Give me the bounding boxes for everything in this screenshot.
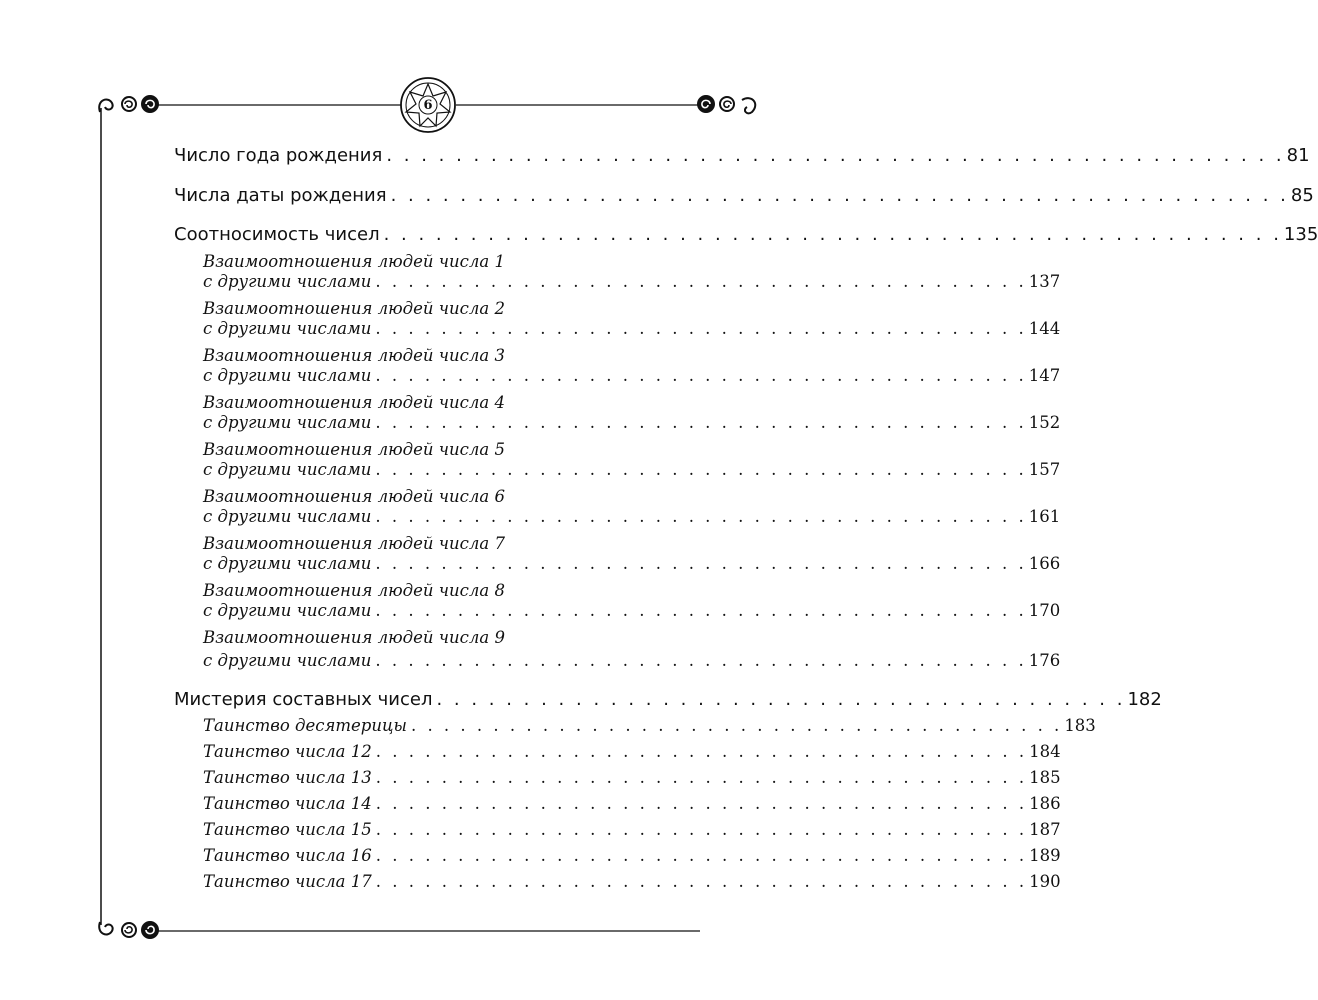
toc-entry-title: Мистерия составных чисел bbox=[174, 689, 433, 710]
scroll-ornament-top-left-icon bbox=[99, 96, 158, 112]
scroll-ornament-top-right-icon bbox=[698, 96, 755, 113]
toc-subentry-page: 183 bbox=[1064, 716, 1096, 735]
toc-subentry-title-cont: с другими числами bbox=[203, 601, 372, 620]
dot-leader: . . . . . . . . . . . . . . . . . . . . . . . . . . . . . . . . . . . . . . . . bbox=[375, 820, 1028, 839]
toc-entry-page: 85 bbox=[1290, 185, 1314, 206]
toc-subentry-title-cont: с другими числами bbox=[203, 319, 372, 338]
toc-subentry-title: Взаимоотношения людей числа 7 bbox=[203, 534, 505, 553]
toc-subentry-page: 185 bbox=[1029, 768, 1061, 787]
dot-leader: . . . . . . . . . . . . . . . . . . . . . . . . . . . . . . . . . . . . . . . . bbox=[375, 601, 1027, 620]
toc-subentry-title: Взаимоотношения людей числа 5 bbox=[203, 440, 505, 459]
toc-subentry-page: 184 bbox=[1029, 742, 1061, 761]
toc-subentry-page: 161 bbox=[1028, 507, 1061, 526]
dot-leader: . . . . . . . . . . . . . . . . . . . . . . . . . . . . . . . . . . . . . . . . bbox=[375, 794, 1028, 813]
toc-subentry-page: 137 bbox=[1028, 272, 1061, 291]
toc-subentry-title-cont: с другими числами bbox=[203, 366, 372, 385]
toc-subentry-page: 190 bbox=[1029, 872, 1061, 891]
toc-subentry-page: 166 bbox=[1028, 554, 1061, 573]
dot-leader: . . . . . . . . . . . . . . . . . . . . . . . . . . . . . . . . . . . . . . . . bbox=[375, 507, 1027, 526]
dot-leader: . . . . . . . . . . . . . . . . . . . . . . . . . . . . . . . . . . . . . . . . bbox=[375, 768, 1028, 787]
toc-entry-page: 81 bbox=[1286, 145, 1310, 166]
toc-subentry-page: 152 bbox=[1028, 413, 1061, 432]
dot-leader: . . . . . . . . . . . . . . . . . . . . . . . . . . . . . . . . . . . . . . . . bbox=[375, 651, 1027, 670]
toc-entry-title: Соотносимость чисел bbox=[174, 224, 380, 245]
dot-leader: . . . . . . . . . . . . . . . . . . . . . . . . . . . . . . . . . . . . . . . . bbox=[375, 554, 1027, 573]
toc-entry-page: 135 bbox=[1283, 224, 1318, 245]
toc-subentry-title-cont: с другими числами bbox=[203, 460, 372, 479]
dot-leader: . . . . . . . . . . . . . . . . . . . . . . . . . . . . . . . . . . . . . . . . bbox=[375, 742, 1028, 761]
dot-leader: . . . . . . . . . . . . . . . . . . . . . . . . . . . . . . . . . . . . . . . . bbox=[375, 413, 1027, 432]
toc-subentry-title: Таинство числа 14 bbox=[203, 794, 372, 813]
toc-subentry-page: 170 bbox=[1028, 601, 1061, 620]
dot-leader: . . . . . . . . . . . . . . . . . . . . . . . . . . . . . . . . . . . . . . . . bbox=[375, 846, 1028, 865]
dot-leader: . . . . . . . . . . . . . . . . . . . . . . . . . . . . . . . . . . . . . . . . bbox=[375, 460, 1027, 479]
toc-subentry-page: 186 bbox=[1029, 794, 1061, 813]
toc-subentry-title: Взаимоотношения людей числа 4 bbox=[203, 393, 505, 412]
toc-subentry-title: Таинство числа 16 bbox=[203, 846, 372, 865]
toc-subentry-page: 189 bbox=[1029, 846, 1061, 865]
dot-leader: . . . . . . . . . . . . . . . . . . . . . . . . . . . . . . . . . . . . . . . . bbox=[375, 872, 1028, 891]
toc-subentry-title-cont: с другими числами bbox=[203, 413, 372, 432]
dot-leader: . . . . . . . . . . . . . . . . . . . . . . . . . . . . . . . . . . . . . . . . . . . . . . . . . . . . bbox=[386, 145, 1285, 166]
toc-entry-title: Числа даты рождения bbox=[174, 185, 387, 206]
toc-subentry-title: Таинство десятерицы bbox=[203, 716, 407, 735]
toc-subentry-title: Таинство числа 17 bbox=[203, 872, 372, 891]
toc-subentry-page: 144 bbox=[1028, 319, 1061, 338]
dot-leader: . . . . . . . . . . . . . . . . . . . . . . . . . . . . . . . . . . . . . . . . bbox=[375, 319, 1027, 338]
toc-subentry-title-cont: с другими числами bbox=[203, 272, 372, 291]
toc-subentry-page: 157 bbox=[1028, 460, 1061, 479]
toc-subentry-title: Взаимоотношения людей числа 2 bbox=[203, 299, 505, 318]
toc-subentry-title: Взаимоотношения людей числа 6 bbox=[203, 487, 505, 506]
toc-subentry-title: Взаимоотношения людей числа 3 bbox=[203, 346, 505, 365]
toc-subentry-title: Взаимоотношения людей числа 1 bbox=[203, 252, 505, 271]
toc-subentry-title: Таинство числа 13 bbox=[203, 768, 372, 787]
toc-subentry-title-cont: с другими числами bbox=[203, 507, 372, 526]
toc-subentry-page: 176 bbox=[1028, 651, 1061, 670]
dot-leader: . . . . . . . . . . . . . . . . . . . . . . . . . . . . . . . . . . . . . . . . . . . . . . . . . . . . bbox=[390, 185, 1289, 206]
page-number: 6 bbox=[423, 98, 433, 113]
toc-subentry-title: Взаимоотношения людей числа 8 bbox=[203, 581, 505, 600]
toc-subentry-page: 187 bbox=[1029, 820, 1061, 839]
toc-subentry-title: Таинство числа 12 bbox=[203, 742, 372, 761]
dot-leader: . . . . . . . . . . . . . . . . . . . . . . . . . . . . . . . . . . . . . . . . bbox=[410, 716, 1063, 735]
toc-subentry-page: 147 bbox=[1028, 366, 1061, 385]
toc-entry-page: 182 bbox=[1127, 689, 1162, 710]
dot-leader: . . . . . . . . . . . . . . . . . . . . . . . . . . . . . . . . . . . . . . . . bbox=[436, 689, 1126, 710]
scroll-ornament-bottom-left-icon bbox=[99, 922, 158, 938]
toc-subentry-title-cont: с другими числами bbox=[203, 554, 372, 573]
dot-leader: . . . . . . . . . . . . . . . . . . . . . . . . . . . . . . . . . . . . . . . . . . . . . . . . . . . . bbox=[383, 224, 1282, 245]
toc-entry-title: Число года рождения bbox=[174, 145, 383, 166]
toc-subentry-title: Таинство числа 15 bbox=[203, 820, 372, 839]
toc-subentry-title: Взаимоотношения людей числа 9 bbox=[203, 628, 505, 647]
dot-leader: . . . . . . . . . . . . . . . . . . . . . . . . . . . . . . . . . . . . . . . . bbox=[375, 366, 1027, 385]
toc-subentry-title-cont: с другими числами bbox=[203, 651, 372, 670]
dot-leader: . . . . . . . . . . . . . . . . . . . . . . . . . . . . . . . . . . . . . . . . bbox=[375, 272, 1027, 291]
